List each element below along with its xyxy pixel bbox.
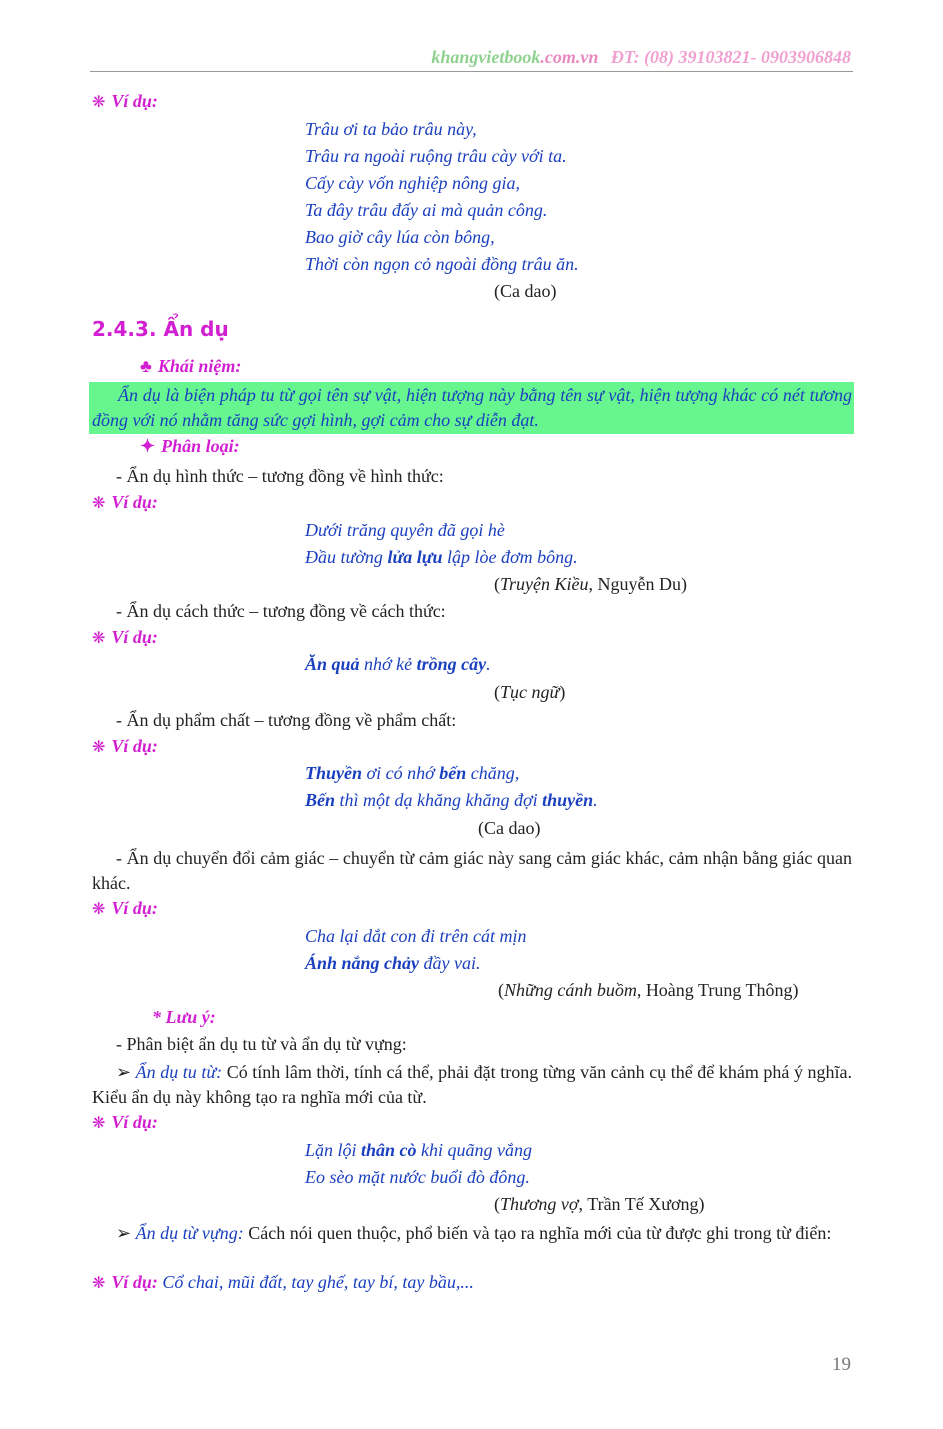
example-label: ❋ Ví dụ:: [92, 898, 158, 918]
poem-source: (Thương vợ, Trần Tế Xương): [494, 1194, 705, 1214]
poem-line: Ta đây trâu đấy ai mà quản công.: [305, 200, 548, 220]
flower-icon: ❋: [92, 1115, 106, 1132]
header-divider: [90, 71, 853, 72]
poem-line: Ăn quả nhớ kẻ trồng cây.: [305, 654, 491, 674]
poem-source: (Ca dao): [478, 818, 541, 838]
metaphor-highlight: Thuyền: [305, 763, 363, 783]
flower-icon: ❋: [92, 739, 106, 756]
poem-line: Trâu ơi ta bảo trâu này,: [305, 119, 477, 139]
section-heading: 2.4.3. Ẩn dụ: [92, 317, 229, 341]
header-site-name: khangvietbook: [431, 47, 541, 67]
concept-label: ♣ Khái niệm:: [140, 356, 242, 376]
metaphor-highlight: Bến: [305, 790, 336, 810]
example-label: ❋ Ví dụ: Cổ chai, mũi đất, tay ghế, tay bí, tay bầu,...: [92, 1272, 474, 1292]
flower-icon: ❋: [92, 630, 106, 647]
flower-icon: ❋: [92, 94, 106, 111]
poem-line: Thời còn ngọn cỏ ngoài đồng trâu ăn.: [305, 254, 579, 274]
poem-source: (Tục ngữ): [494, 682, 566, 702]
header-phone: ĐT: (08) 39103821- 0903906848: [610, 47, 851, 67]
poem-line: Eo sèo mặt nước buổi đò đông.: [305, 1167, 530, 1187]
poem-line: Bao giờ cây lúa còn bông,: [305, 227, 495, 247]
metaphor-highlight: lửa lựu: [387, 547, 443, 567]
lexical-example: Cổ chai, mũi đất, tay ghế, tay bí, tay bầu,...: [157, 1272, 474, 1292]
metaphor-highlight: Ánh nắng chảy: [305, 953, 420, 973]
example-label: ❋ Ví dụ:: [92, 627, 158, 647]
arrow-icon: ➢: [116, 1062, 132, 1082]
flower-icon: ❋: [92, 901, 106, 918]
poem-line: Cấy cày vốn nghiệp nông gia,: [305, 173, 520, 193]
club-icon: ♣: [140, 356, 152, 376]
poem-line: Ánh nắng chảy đầy vai.: [305, 953, 481, 973]
poem-line: Lặn lội thân cò khi quãng vắng: [305, 1140, 533, 1160]
poem-source: (Những cánh buồm, Hoàng Trung Thông): [498, 980, 799, 1000]
rhetorical-metaphor-paragraph: ➢ Ẩn dụ tu từ: Có tính lâm thời, tính cá thể, phải đặt trong từng văn cảnh cụ thể để khám phá ý nghĩa. Kiểu ẩn dụ này không tạo ra nghĩa mới của từ.: [92, 1062, 852, 1107]
poem-source: (Ca dao): [494, 281, 557, 301]
poem-line: Cha lại dắt con đi trên cát mịn: [305, 926, 527, 946]
example-label: ❋ Ví dụ:: [92, 492, 158, 512]
flower-icon: ❋: [92, 495, 106, 512]
arrow-icon: ➢: [116, 1223, 132, 1243]
four-point-star-icon: ✦: [140, 436, 156, 456]
flower-icon: ❋: [92, 1275, 106, 1292]
metaphor-highlight: bến: [439, 763, 467, 783]
poem-line: Thuyền ơi có nhớ bến chăng,: [305, 763, 520, 783]
definition-text: Ẩn dụ là biện pháp tu từ gọi tên sự vật, hiện tượng này bằng tên sự vật, hiện tượng khác có nét tương đồng với nó nhằm tăng sức gợi hình, gợi cảm cho sự diễn đạt.: [92, 385, 852, 430]
poem-line: Dưới trăng quyên đã gọi hè: [305, 520, 505, 540]
type-item: - Ẩn dụ phẩm chất – tương đồng về phẩm chất:: [116, 710, 457, 730]
poem-line: Đầu tường lửa lựu lập lòe đơm bông.: [305, 547, 578, 567]
example-label: ❋ Ví dụ:: [92, 91, 158, 111]
example-label: ❋ Ví dụ:: [92, 736, 158, 756]
note-label: * Lưu ý:: [152, 1007, 216, 1027]
type-item: - Ẩn dụ chuyển đổi cảm giác – chuyển từ cảm giác này sang cảm giác khác, cảm nhận bằng giác quan khác.: [92, 848, 852, 893]
metaphor-highlight: thuyền: [542, 790, 594, 810]
poem-line: Bến thì một dạ khăng khăng đợi thuyền.: [305, 790, 598, 810]
classification-label: ✦ Phân loại:: [140, 436, 240, 456]
page-header: [431, 47, 851, 68]
page-number: 19: [832, 1354, 851, 1375]
poem-source: (Truyện Kiều, Nguyễn Du): [494, 574, 687, 594]
note-text: - Phân biệt ẩn dụ tu từ và ẩn dụ từ vựng:: [116, 1034, 407, 1054]
metaphor-highlight: Ăn quả: [305, 654, 360, 674]
poem-line: Trâu ra ngoài ruộng trâu cày với ta.: [305, 146, 567, 166]
example-label: ❋ Ví dụ:: [92, 1112, 158, 1132]
type-item: - Ẩn dụ hình thức – tương đồng về hình thức:: [116, 466, 444, 486]
metaphor-highlight: trồng cây: [416, 654, 487, 674]
metaphor-highlight: thân cò: [361, 1140, 417, 1160]
header-site-domain: .com.vn: [540, 47, 599, 67]
lexical-metaphor-paragraph: ➢ Ẩn dụ từ vựng: Cách nói quen thuộc, phổ biến và tạo ra nghĩa mới của từ được ghi trong từ điển:: [116, 1223, 832, 1243]
type-item: - Ẩn dụ cách thức – tương đồng về cách thức:: [116, 601, 446, 621]
